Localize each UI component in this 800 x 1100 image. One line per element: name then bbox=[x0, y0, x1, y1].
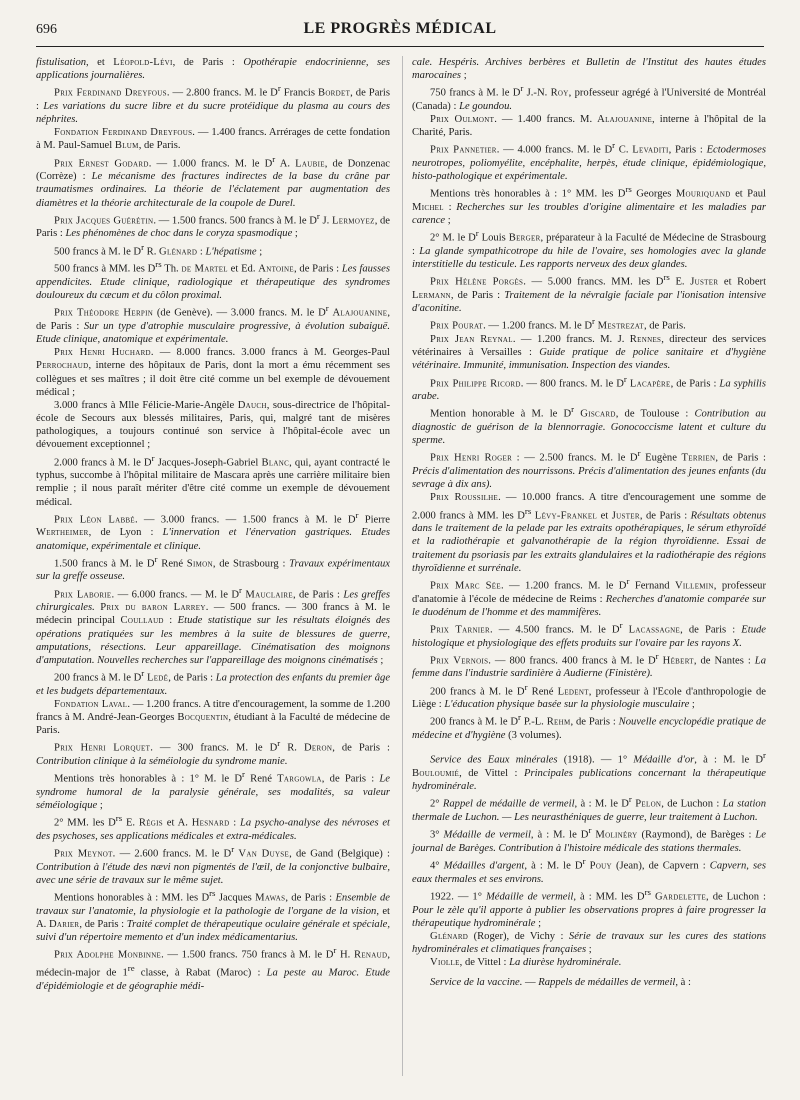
paragraph: 4° Médailles d'argent, à : M. le $D^r$ Pouy (Jean), de Capvern : Capvern, ses eaux thermales et ses environs. bbox=[412, 856, 766, 885]
paragraph: 500 francs à MM. les $D^{rs}$ Th. de Martel et Ed. Antoine, de Paris : Les fausses appendicites. Etude clinique, radiologique et thérapeutique des syndromes douloureux du cæcum et du côlon proximal. bbox=[36, 259, 390, 302]
paragraph: Service des Eaux minérales (1918). — 1° Médaille d'or, à : M. le $D^r$ Bouloumié, de Vittel : Principales publications concernant la thérapeutique hydrominérale. bbox=[412, 750, 766, 793]
paragraph: Prix Ferdinand Dreyfous. — 2.800 francs. M. le $D^r$ Francis Bordet, de Paris : Les variations du sucre libre et du sucre protéidique du plasma au cours des néphrites. bbox=[36, 83, 390, 126]
paragraph: Mentions très honorables à : 1° M. le $D^r$ René Targowla, de Paris : Le syndrome humoral de la paralysie générale, ses modalités, sa valeur séméiologique ; bbox=[36, 769, 390, 812]
paragraph: Prix Marc Sée. — 1.200 francs. M. le $D^r$ Fernand Villemin, professeur d'anatomie à l'école de médecine de Reims : Recherches d'anatomie comparée sur le duodénum de l'homme et des mammifères. bbox=[412, 575, 766, 618]
paragraph: Prix Roussilhe. — 10.000 francs. A titre d'encouragement une somme de 2.000 francs à MM. les $D^{rs}$ Lévy-Frankel et Juster, de Paris : Résultats obtenus dans le traitement de la pelade par les extraits opothérapiques, le sérum ethyroïdé et la radiothérapie et galvanothérapie de la région thyroïdienne. Essai de traitement du psoriasis par les extraits glandulaires et la radiothérapie des régions thyroïdienne et surrénale. bbox=[412, 492, 766, 574]
paragraph: 2° MM. les $D^{rs}$ E. Régis et A. Hesnard : La psycho-analyse des névroses et des psychoses, ses applications médicales et extra-médicales. bbox=[36, 813, 391, 842]
paragraph: 3° Médaille de vermeil, à : M. le $D^r$ Molinéry (Raymond), de Barèges : Le journal de Barèges. Contribution à l'histoire médicale des stations thermales. bbox=[412, 825, 766, 854]
paragraph: Prix Tarnier. — 4.500 francs. M. le $D^r$ Lacassagne, de Paris : Etude histologique et physiologique des effets produits sur l'ovaire par les rayons X. bbox=[412, 619, 767, 649]
paragraph: Prix Laborie. — 6.000 francs. — M. le $D^r$ Mauclaire, de Paris : Les greffes chirurgicales. Prix du baron Larrey. — 500 francs. — 300 francs à M. le médecin principal Coullaud : Etude statistique sur les résultats éloignés des opérations pratiquées sur les membres à la suite de blessures de guerre, amputations, résections. Leur appareillage. Cinématisation des moignons d'amputation. Nouvelles recherches sur l'appareillage des moignons cinématisés ; bbox=[36, 584, 391, 666]
paragraph: 200 francs à M. le $D^r$ René Ledent, professeur à l'Ecole d'anthropologie de Liège : L'éducation physique basée sur la physiologie musculaire ; bbox=[412, 681, 766, 711]
paragraph: Prix Philippe Ricord. — 800 francs. M. le $D^r$ Lacapère, de Paris : La syphilis arabe. bbox=[412, 373, 766, 403]
right-column bbox=[412, 56, 766, 989]
paragraph: Prix Pannetier. — 4.000 francs. M. le $D^r$ C. Levaditi, Paris : Ectodermoses neurotropes, poliomyélite, encéphalite, herpès, étude clinique, épidémiologique, histo-pathologique et expérimentale. bbox=[412, 140, 766, 183]
paragraph: 750 francs à M. le $D^r$ J.-N. Roy, professeur agrégé à l'Université de Montréal (Canada) : Le goundou. bbox=[412, 83, 767, 112]
paragraph: Violle, de Vittel : La diurèse hydrominérale. bbox=[430, 957, 622, 969]
paragraph: Service de la vaccine. — Rappels de médailles de vermeil, à : bbox=[430, 977, 691, 989]
paragraph: Prix Henri Roger : — 2.500 francs. M. le $D^r$ Eugène Terrien, de Paris : Précis d'alimentation des nourrissons. Précis d'alimentation des jeunes enfants (du sevrage à dix ans). bbox=[412, 448, 766, 491]
paragraph: Mentions honorables à : MM. les $D^{rs}$ Jacques Mawas, de Paris : Ensemble de travaux sur l'anatomie, la physiologie et la pathologie de l'organe de la vision, et A. Darier, de Paris : Traité complet de thérapeutique oculaire générale et spéciale, suivi d'un répertoire memento et d'un index médicamentarius. bbox=[36, 888, 390, 944]
journal-title: LE PROGRÈS MÉDICAL bbox=[303, 20, 497, 37]
paragraph: Prix Jacques Guérétin. — 1.500 francs. 500 francs à M. le $D^r$ J. Lermoyez, de Paris : Les phénomènes de choc dans le coryza spasmodique ; bbox=[36, 210, 391, 240]
paragraph: Prix Vernois. — 800 francs. 400 francs à M. le $D^r$ Hébert, de Nantes : La femme dans l'industrie sardinière à Audierne (Finistère). bbox=[412, 650, 766, 680]
paragraph: Prix Théodore Herpin (de Genève). — 3.000 francs. M. le $D^r$ Alajouanine, de Paris : Sur un type d'atrophie musculaire progressive, à évolution subaiguë. Etude clinique, anatomique et expérimentale. bbox=[36, 303, 391, 346]
paragraph: 500 francs à M. le $D^r$ R. Glénard : L'hépatisme ; bbox=[54, 241, 263, 258]
paragraph: 200 francs à M. le $D^r$ P.-L. Rehm, de Paris : Nouvelle encyclopédie pratique de médecine et d'hygiène (3 volumes). bbox=[412, 712, 767, 742]
paragraph: 3.000 francs à Mlle Félicie-Marie-Angèle Dauch, sous-directrice de l'hôpital-école de Secours aux blessés militaires, Paris, qui, malgré tant de misères pathologiques, a toujours continué son service à l'hôpital-école avec un dévouement exceptionnel ; bbox=[36, 399, 390, 451]
page-number: 696 bbox=[36, 22, 57, 37]
paragraph: cale. Hespéris. Archives berbères et Bulletin de l'Institut des hautes études marocaines ; bbox=[412, 57, 766, 82]
paragraph: Prix Meynot. — 2.600 francs. M. le $D^r$ Van Duyse, de Gand (Belgique) : Contribution à l'étude des nævi non pigmentés de l'œil, de la conjonctive bulbaire, avec une série de travaux sur le même sujet. bbox=[36, 844, 390, 886]
left-column bbox=[36, 56, 390, 993]
paragraph: Prix Léon Labbé. — 3.000 francs. — 1.500 francs à M. le $D^r$ Pierre Wertheimer, de Lyon : L'innervation et l'énervation gastriques. Etudes anatomique, expérimentale et clinique. bbox=[36, 509, 391, 552]
paragraph: Prix Hélène Porgès. — 5.000 francs. MM. les $D^{rs}$ E. Juster et Robert Lermann, de Paris : Traitement de la névralgie faciale par l'ionisation intensive d'aconitine. bbox=[412, 272, 767, 315]
paragraph: 200 francs à M. le $D^r$ Ledé, de Paris : La protection des enfants du premier âge et les budgets départementaux. bbox=[36, 668, 391, 697]
paragraph: Fondation Ferdinand Dreyfous. — 1.400 francs. Arrérages de cette fondation à M. Paul-Samuel Blum, de Paris. bbox=[36, 127, 390, 152]
paragraph: 2.000 francs à M. le $D^r$ Jacques-Joseph-Gabriel Blanc, qui, ayant contracté le typhus, succombe à l'hôpital militaire de Mascara après une carrière militaire bien remplie ; il nous paraît mériter d'être cité comme un exemple de dévouement médical. bbox=[36, 452, 390, 508]
page-header bbox=[36, 20, 764, 42]
paragraph: Mentions très honorables à : 1° MM. les $D^{rs}$ Georges Mouriquand et Paul Michel : Recherches sur les troubles d'origine alimentaire et les maladies par carence ; bbox=[412, 184, 767, 227]
paragraph: Prix Henri Lorquet. — 300 francs. M. le $D^r$ R. Deron, de Paris : Contribution clinique à la séméiologie du syndrome manie. bbox=[36, 738, 390, 768]
paragraph: Fondation Laval. — 1.200 francs. A titre d'encouragement, la somme de 1.200 francs à M. André-Jean-Georges Bocquentin, étudiant à la Faculté de médecine de Paris. bbox=[36, 698, 391, 737]
column-divider bbox=[402, 56, 403, 1076]
paragraph: fistulisation, et Léopold-Lévi, de Paris : Opothérapie endocrinienne, ses applications journalières. bbox=[36, 57, 391, 82]
paragraph: Glénard (Roger), de Vichy : Série de travaux sur les cures des stations hydrominérales et climatiques françaises ; bbox=[412, 930, 766, 955]
paragraph: 1.500 francs à M. le $D^r$ René Simon, de Strasbourg : Travaux expérimentaux sur la greffe osseuse. bbox=[36, 553, 390, 583]
paragraph: Prix Henri Huchard. — 8.000 francs. 3.000 francs à M. Georges-Paul Perrochaud, interne des hôpitaux de Paris, dont la mort a ému récemment ses collègues et ses maîtres ; il doit être cité comme un bel exemple de dévouement médical ; bbox=[36, 347, 390, 398]
paragraph: 2° Rappel de médaille de vermeil, à : M. le $D^r$ Pelon, de Luchon : La station thermale de Luchon. — Les neurasthéniques de guerre, leur traitement à Luchon. bbox=[412, 794, 767, 823]
paragraph: 2° M. le $D^r$ Louis Berger, préparateur à la Faculté de Médecine de Strasbourg : La glande sympathicotrope du hile de l'ovaire, ses homologies avec la glande interstitielle du testicule. Les rapports nerveux des deux glandes. bbox=[412, 228, 767, 271]
paragraph: Prix Adolphe Monbinne. — 1.500 francs. 750 francs à M. le $D^r$ H. Renaud, médecin-major de 1re classe, à Rabat (Maroc) : La peste au Maroc. Etude d'épidémiologie et de géographie médi- bbox=[36, 945, 390, 992]
paragraph: Prix Ernest Godard. — 1.000 francs. M. le $D^r$ A. Laubie, de Donzenac (Corrèze) : Le mécanisme des fractures indirectes de la base du crâne par traumatismes ordinaires. La théorie de l'éclatement par augmentation des diamètres et la théorie architecturale de la coupole de Durel. bbox=[36, 153, 390, 209]
paragraph: Mention honorable à M. le $D^r$ Giscard, de Toulouse : Contribution au diagnostic de guérison de la blennorragie. Gonococcisme latent et culture du sperme. bbox=[412, 404, 766, 447]
paragraph: 1922. — 1° Médaille de vermeil, à : MM. les $D^{rs}$ Gardelette, de Luchon : Pour le zèle qu'il apporte à publier les observations propres à faire progresser la thérapeutique hydrominérale ; bbox=[412, 886, 766, 929]
header-rule bbox=[36, 46, 764, 47]
paragraph: Prix Oulmont. — 1.400 francs. M. Alajouanine, interne à l'hôpital de la Charité, Paris. bbox=[412, 114, 766, 139]
paragraph: Prix Pourat. — 1.200 francs. M. le $D^r$ Mestrezat, de Paris. bbox=[430, 316, 686, 332]
paragraph: Prix Jean Reynal. — 1.200 francs. M. J. Rennes, directeur des services vétérinaires à Versailles : Guide pratique de police sanitaire et d'hygiène vétérinaire. Immunité, immunisation. Inspection des viandes. bbox=[412, 334, 766, 372]
